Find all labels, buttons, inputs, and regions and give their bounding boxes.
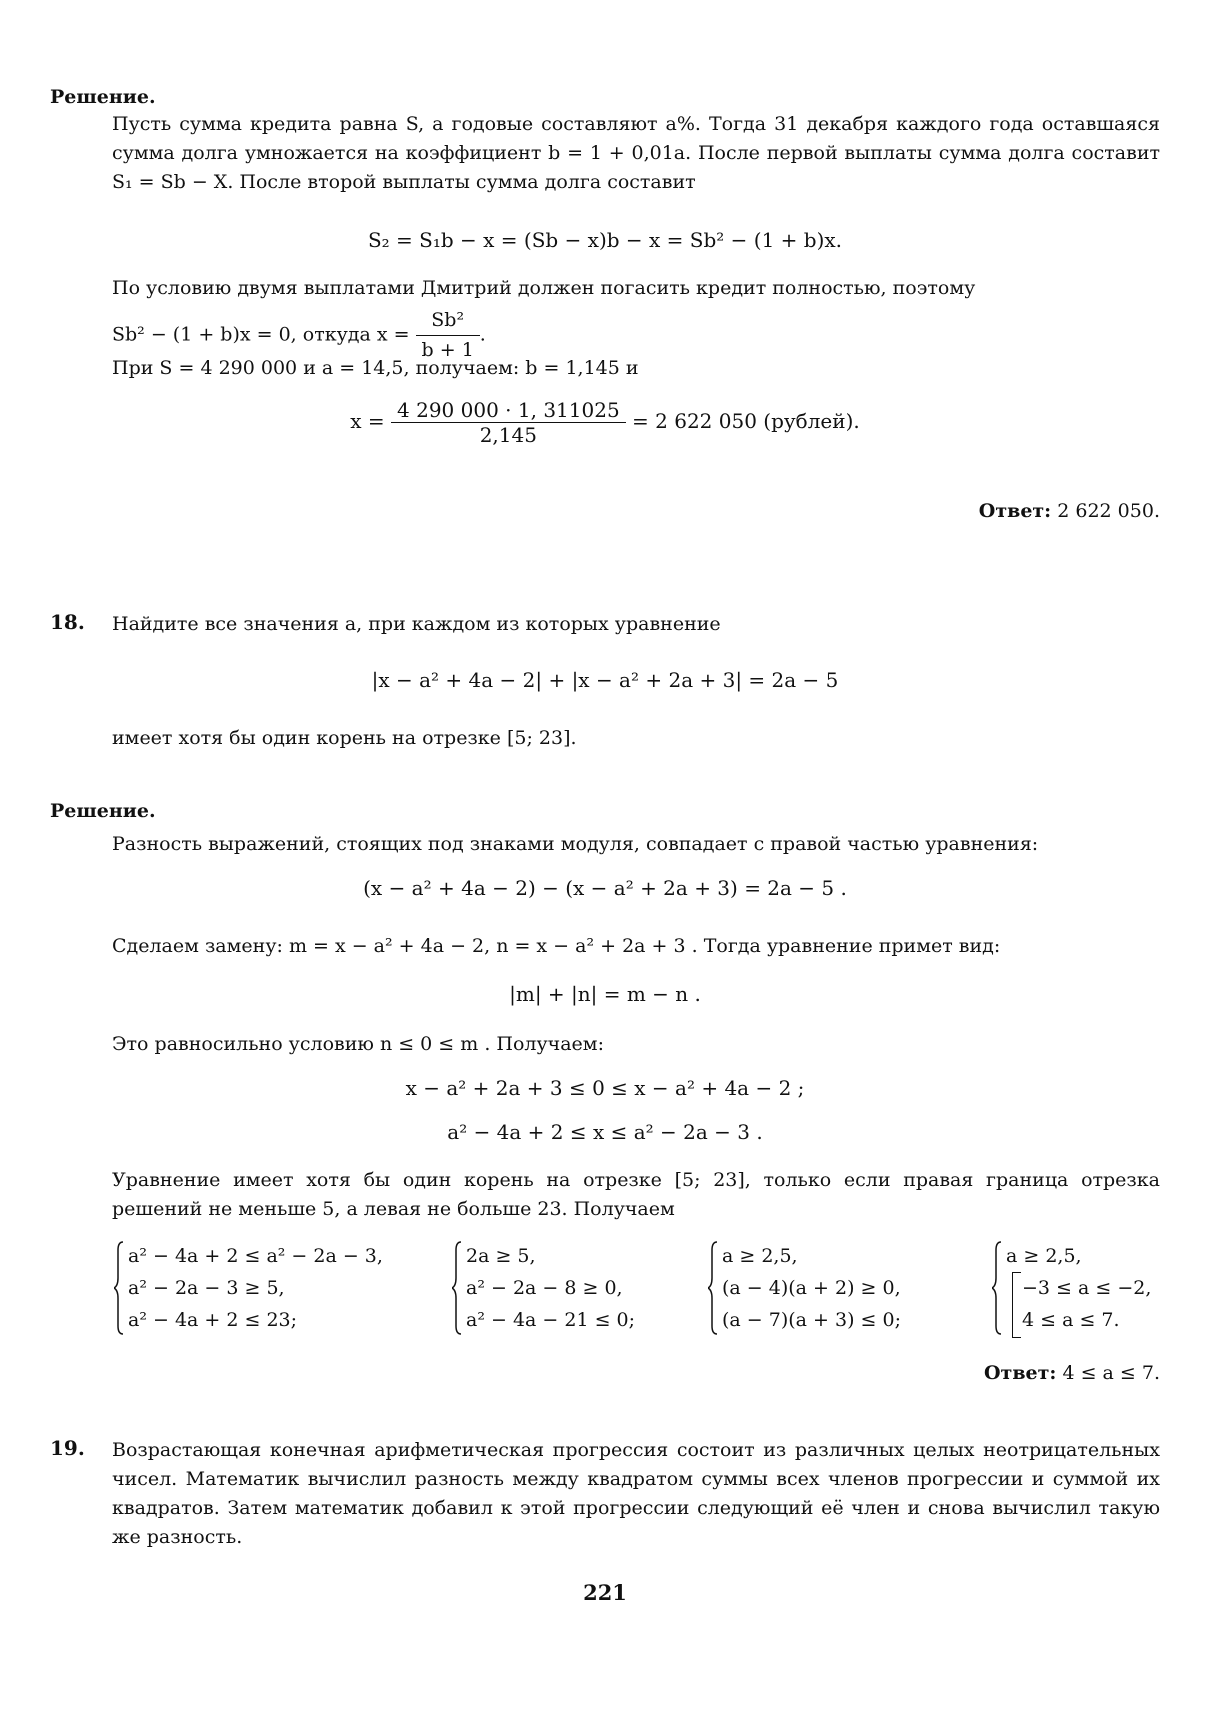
inequality-x-bounds: a² − 4a + 2 ≤ x ≤ a² − 2a − 3 . bbox=[447, 1120, 763, 1144]
system-row: a² − 4a + 2 ≤ a² − 2a − 3, bbox=[128, 1245, 383, 1267]
answer bbox=[984, 1362, 1160, 1384]
system-row: a² − 4a + 2 ≤ 23; bbox=[128, 1309, 298, 1331]
equation-lhs: Sb² − (1 + b)x = 0, откуда x = bbox=[112, 323, 410, 346]
equation-rhs: = 2 622 050 (рублей). bbox=[632, 409, 860, 433]
solution-paragraph: Это равносильно условию n ≤ 0 ≤ m . Получаем: bbox=[112, 1033, 604, 1055]
system-row: a² − 2a − 8 ≥ 0, bbox=[466, 1277, 623, 1299]
system-row: a² − 4a − 21 ≤ 0; bbox=[466, 1309, 636, 1331]
equation-s2: S₂ = S₁b − x = (Sb − x)b − x = Sb² − (1 + b)x. bbox=[367, 228, 843, 252]
system-row: 2a ≥ 5, bbox=[466, 1245, 536, 1267]
problem-text: Возрастающая конечная арифметическая прогрессия состоит из различных целых неотрицательных чисел. Математик вычислил разность между квадратом суммы всех членов прогрессии и суммой их квадратов. Затем математик добавил к этой прогрессии следующий её член и снова вычислил такую же разность. bbox=[112, 1439, 1160, 1548]
left-brace-icon bbox=[992, 1240, 1002, 1336]
answer bbox=[979, 500, 1160, 522]
problem-number: 18. bbox=[50, 610, 85, 634]
answer-value: 2 622 050. bbox=[1057, 500, 1160, 522]
inequality-system bbox=[708, 1240, 901, 1336]
page-number: 221 bbox=[583, 1580, 627, 1605]
equation-lhs: x = bbox=[350, 409, 385, 433]
fraction-denominator: b + 1 bbox=[421, 339, 474, 361]
solution-heading: Решение. bbox=[50, 86, 156, 108]
fraction bbox=[391, 398, 626, 447]
system-row: a ≥ 2,5, bbox=[1006, 1245, 1082, 1267]
solution-paragraph: Уравнение имеет хотя бы один корень на отрезке [5; 23], только если правая граница отрезка решений не меньше 5, а левая не больше 23. Получаем bbox=[112, 1169, 1160, 1220]
system-row: −3 ≤ a ≤ −2, bbox=[1022, 1277, 1152, 1299]
fraction-numerator: Sb² bbox=[416, 306, 480, 336]
fraction-numerator: 4 290 000 · 1, 311025 bbox=[391, 398, 626, 423]
problem-number: 19. bbox=[50, 1436, 85, 1460]
system-row: (a − 4)(a + 2) ≥ 0, bbox=[722, 1277, 901, 1299]
inequality-system bbox=[992, 1240, 1151, 1336]
fraction-denominator: 2,145 bbox=[479, 423, 537, 447]
equation-difference: (x − a² + 4a − 2) − (x − a² + 2a + 3) = 2a − 5 . bbox=[363, 876, 847, 900]
inequality-system bbox=[452, 1240, 635, 1336]
solution-paragraph: Разность выражений, стоящих под знаками модуля, совпадает с правой частью уравнения: bbox=[112, 833, 1039, 855]
left-brace-icon bbox=[708, 1240, 718, 1336]
equation-x bbox=[0, 398, 1210, 447]
equation-substitution: |m| + |n| = m − n . bbox=[509, 982, 701, 1006]
union-bracket-icon bbox=[1012, 1272, 1021, 1338]
system-row: a ≥ 2,5, bbox=[722, 1245, 798, 1267]
left-brace-icon bbox=[452, 1240, 462, 1336]
system-row: a² − 2a − 3 ≥ 5, bbox=[128, 1277, 285, 1299]
solution-paragraph: По условию двумя выплатами Дмитрий должен погасить кредит полностью, поэтому bbox=[112, 277, 976, 299]
solution-paragraph: При S = 4 290 000 и a = 14,5, получаем: b = 1,145 и bbox=[112, 357, 639, 379]
system-row: (a − 7)(a + 3) ≤ 0; bbox=[722, 1309, 901, 1331]
left-brace-icon bbox=[114, 1240, 124, 1336]
system-row: 4 ≤ a ≤ 7. bbox=[1022, 1309, 1120, 1331]
solution-paragraph: Сделаем замену: m = x − a² + 4a − 2, n = x − a² + 2a + 3 . Тогда уравнение примет вид: bbox=[112, 935, 1001, 957]
problem-text: Найдите все значения a, при каждом из которых уравнение bbox=[112, 613, 721, 635]
solution-heading: Решение. bbox=[50, 800, 156, 822]
inequality-system bbox=[114, 1240, 383, 1336]
solution-paragraph: Пусть сумма кредита равна S, а годовые составляют a%. Тогда 31 декабря каждого года оставшаяся сумма долга умножается на коэффициент b = 1 + 0,01a. После первой выплаты сумма долга составит S₁ = Sb − X. После второй выплаты сумма долга составит bbox=[112, 113, 1160, 193]
problem-equation: |x − a² + 4a − 2| + |x − a² + 2a + 3| = 2a − 5 bbox=[371, 668, 839, 692]
inequality-chain: x − a² + 2a + 3 ≤ 0 ≤ x − a² + 4a − 2 ; bbox=[405, 1076, 805, 1100]
answer-value: 4 ≤ a ≤ 7. bbox=[1062, 1362, 1160, 1384]
answer-label: Ответ: bbox=[978, 500, 1052, 522]
equation-row: Sb² − (1 + b)x = 0, откуда x = $\frac{\text{Sb²}}{b + 1}$ . bbox=[112, 306, 1160, 365]
answer-label: Ответ: bbox=[984, 1362, 1057, 1384]
problem-text: имеет хотя бы один корень на отрезке [5; 23]. bbox=[112, 727, 577, 749]
